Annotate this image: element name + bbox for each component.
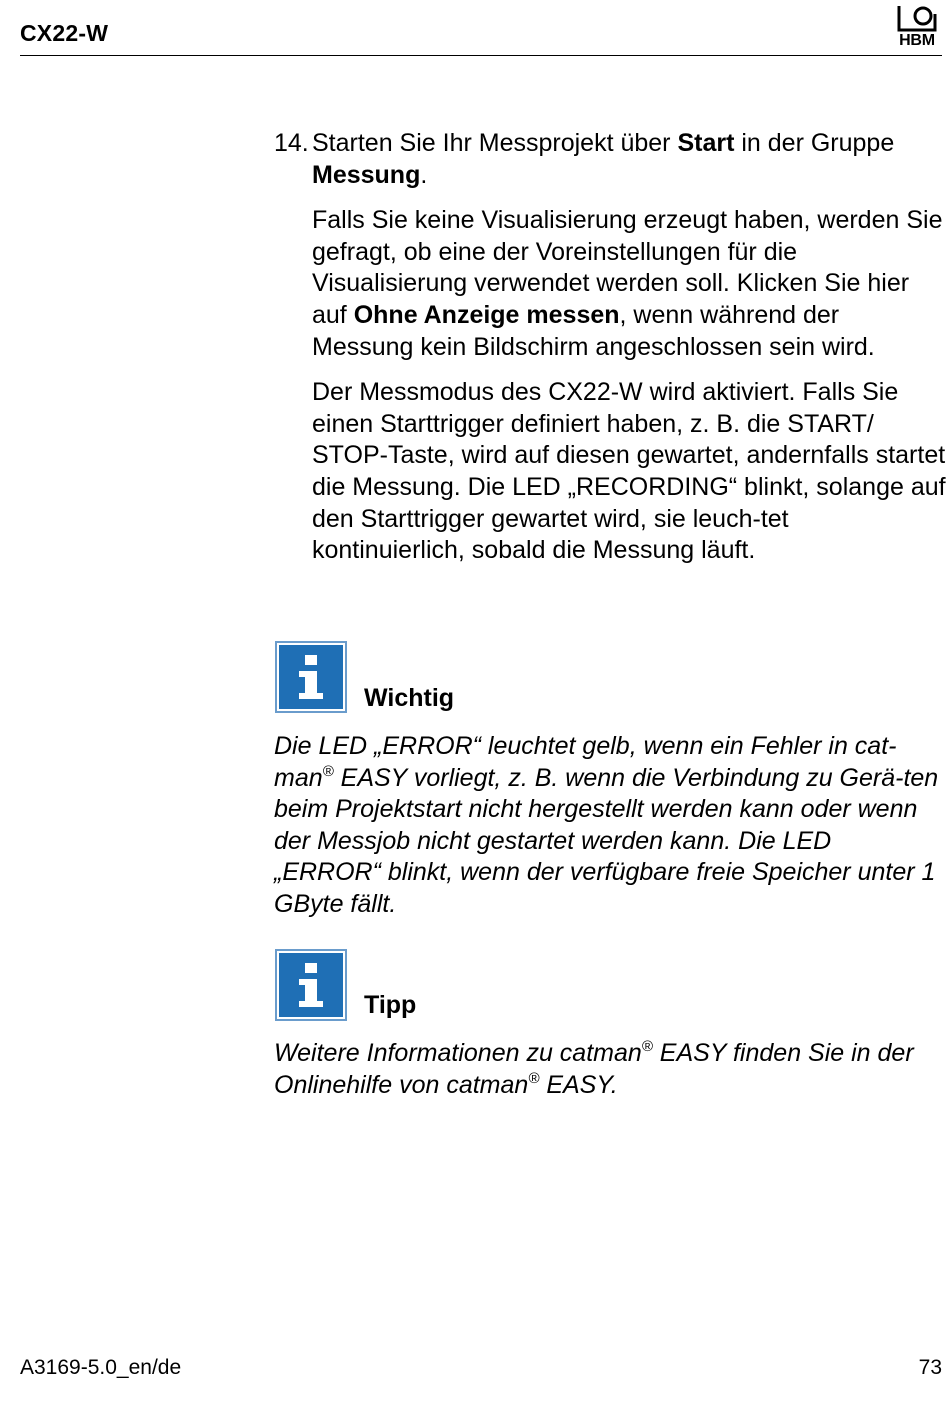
hbm-logo [892,4,942,50]
step-instruction: Starten Sie Ihr Messprojekt über Start in der Gruppe Messung. [312,129,895,189]
info-icon [275,641,347,713]
ohne-anzeige-messen: Ohne Anzeige messen [353,300,620,329]
document-title: CX22-W [20,20,109,46]
step-14 [274,128,946,567]
note-title-wichtig: Wichtig [364,684,455,712]
note-text-wichtig: Die LED „ERROR“ leuchtet gelb, wenn ein Fehler in cat-man® EASY vorliegt, z. B. wenn die Verbindung zu Gerä-ten beim Projektstart nicht hergestellt werden kann oder wenn der Messjob nicht gestartet werden kann. Die LED „ERROR“ blinkt, wenn der verfügbare freie Speicher unter 1 GByte fällt. [274,732,939,918]
messung-group: Messung [312,160,421,189]
note-text-tipp: Weitere Informationen zu catman® EASY finden Sie in der Onlinehilfe von catman® EASY. [274,1038,914,1099]
step-paragraph-measure-mode: Der Messmodus des CX22-W wird aktiviert. Falls Sie einen Starttrigger definiert haben, z. B. die START/ STOP-Taste, wird auf diesen gewartet, andernfalls startet die Messung. Die LED „RECORDING“ blinkt, solange auf den Starttrigger gewartet wird, sie leuch-tet kontinuierlich, sobald die Messung läuft. [312,378,946,565]
step-paragraph-visualization: Falls Sie keine Visualisierung erzeugt haben, werden Sie gefragt, ob eine der Voreinstellungen für die Visualisierung verwendet werden soll. Klicken Sie hier auf Ohne Anzeige messen, wenn während der Messung kein Bildschirm angeschlossen sein wird. [312,206,943,361]
step-number: 14. [274,129,309,157]
start-command: Start [677,129,735,157]
footer-page-number: 73 [918,1356,942,1379]
header-divider [20,55,942,56]
info-icon [275,949,347,1021]
hbm-logo-text: HBM [899,32,935,49]
footer-document-id: A3169-5.0_en/de [20,1356,182,1379]
note-title-tipp: Tipp [364,991,417,1019]
hbm-logo-icon [897,4,937,32]
